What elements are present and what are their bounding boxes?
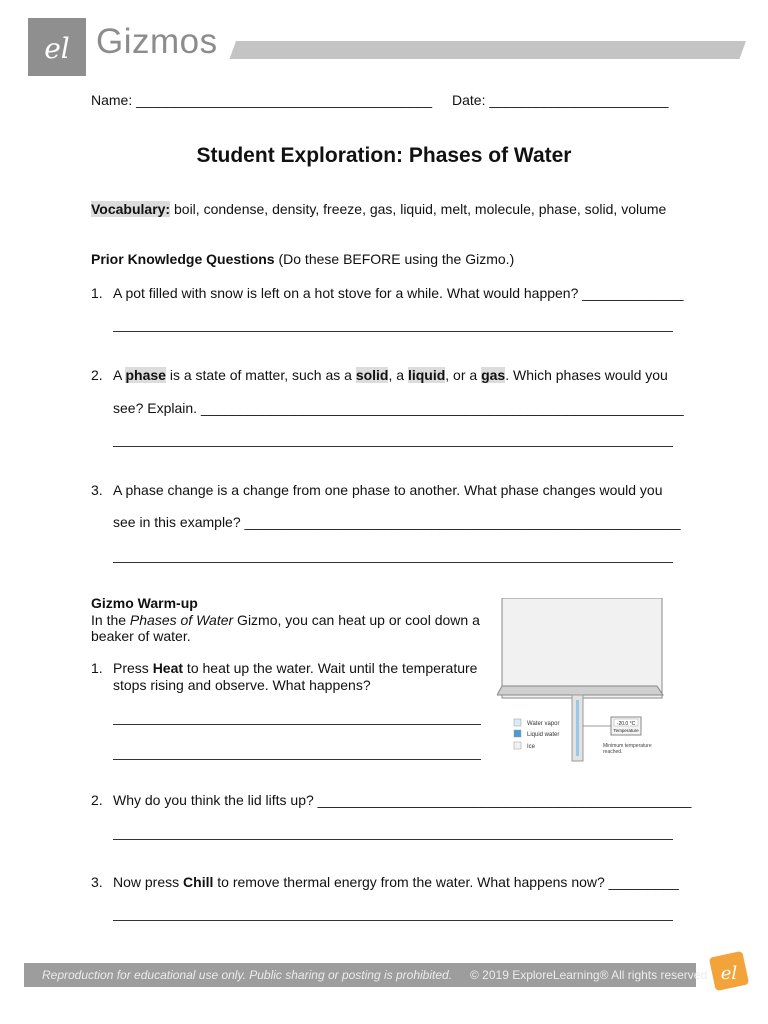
- warmup-question-3: [113, 874, 679, 891]
- text-run: In the: [91, 612, 130, 628]
- thermometer-label: Temperature: [613, 728, 639, 733]
- prior-question-2-line2: see? Explain. ______________________________________________________________: [113, 400, 684, 416]
- term-gas: gas: [481, 367, 506, 383]
- text-run: to remove thermal energy from the water. What happens now? _________: [213, 874, 679, 890]
- prior-question-1: A pot filled with snow is left on a hot stove for a while. What would happen? _____________: [113, 285, 684, 301]
- date-field: Date: _______________________: [452, 92, 669, 108]
- chill-term: Chill: [183, 874, 214, 890]
- term-solid: solid: [355, 367, 389, 383]
- question-number: 2.: [91, 367, 103, 383]
- gizmo-screenshot: [497, 598, 667, 762]
- name-field: Name: ______________________________________: [91, 92, 432, 108]
- answer-line[interactable]: [113, 724, 481, 725]
- legend-liquid-water: Liquid water: [527, 732, 560, 738]
- prior-knowledge-heading: [91, 251, 514, 268]
- answer-line[interactable]: [113, 446, 673, 447]
- warmup-question-1-line2: stops rising and observe. What happens?: [113, 677, 371, 693]
- answer-line[interactable]: [113, 331, 673, 332]
- footer-copyright: © 2019 ExploreLearning® All rights reserved: [470, 968, 708, 982]
- brand-name: Gizmos: [96, 22, 218, 61]
- text-run: to heat up the water. Wait until the temperature: [183, 660, 478, 676]
- text-run: Gizmo, you can heat up or cool down a: [233, 612, 480, 628]
- question-number: 2.: [91, 792, 103, 808]
- gizmos-logo: [28, 18, 86, 76]
- warmup-intro: [91, 612, 480, 629]
- text-run: Press: [113, 660, 153, 676]
- min-temp-note-2: reached.: [603, 749, 623, 755]
- warmup-question-1: [113, 660, 477, 677]
- footer-disclaimer: Reproduction for educational use only. Public sharing or posting is prohibited.: [42, 968, 453, 982]
- prior-question-3: A phase change is a change from one phase to another. What phase changes would you: [113, 482, 663, 498]
- term-liquid: liquid: [407, 367, 446, 383]
- question-number: 3.: [91, 874, 103, 890]
- text-run: A: [113, 367, 126, 383]
- text-run: is a state of matter, such as a: [165, 367, 356, 383]
- vocabulary-terms: boil, condense, density, freeze, gas, liquid, melt, molecule, phase, solid, volume: [170, 201, 667, 217]
- question-number: 1.: [91, 285, 103, 301]
- svg-text:el: el: [720, 963, 738, 984]
- header-bar: [229, 41, 746, 59]
- svg-text:el: el: [44, 32, 70, 65]
- heat-term: Heat: [152, 660, 184, 676]
- prior-heading-text: Prior Knowledge Questions: [91, 251, 275, 267]
- warmup-intro-line2: beaker of water.: [91, 628, 191, 644]
- text-run: , or a: [445, 367, 482, 383]
- legend-water-vapor: Water vapor: [527, 721, 560, 727]
- text-run: . Which phases would you: [505, 367, 668, 383]
- answer-line[interactable]: [113, 759, 481, 760]
- warmup-heading: Gizmo Warm-up: [91, 595, 198, 611]
- el-logo-icon: [28, 18, 86, 76]
- term-phase: phase: [125, 367, 166, 383]
- vocabulary: [91, 201, 666, 218]
- legend-ice: Ice: [527, 744, 536, 750]
- thermometer-value: -20.0 °C: [616, 721, 636, 727]
- answer-line[interactable]: [113, 920, 673, 921]
- page-title: Student Exploration: Phases of Water: [196, 144, 572, 167]
- text-run: Now press: [113, 874, 184, 890]
- vocabulary-label: Vocabulary:: [91, 201, 171, 217]
- text-run: , a: [388, 367, 408, 383]
- question-number: 1.: [91, 660, 103, 676]
- gizmo-name: Phases of Water: [129, 612, 234, 628]
- question-number: 3.: [91, 482, 103, 498]
- prior-question-3-line2: see in this example? ________________________________________________________: [113, 514, 681, 530]
- min-temp-note-1: Minimum temperature: [603, 743, 652, 749]
- answer-line[interactable]: [113, 839, 673, 840]
- warmup-question-2: Why do you think the lid lifts up? ________________________________________________: [113, 792, 692, 808]
- answer-line[interactable]: [113, 562, 673, 563]
- prior-heading-note: (Do these BEFORE using the Gizmo.): [274, 251, 515, 267]
- explorelearning-logo-icon: [708, 948, 752, 992]
- prior-question-2: [113, 367, 668, 384]
